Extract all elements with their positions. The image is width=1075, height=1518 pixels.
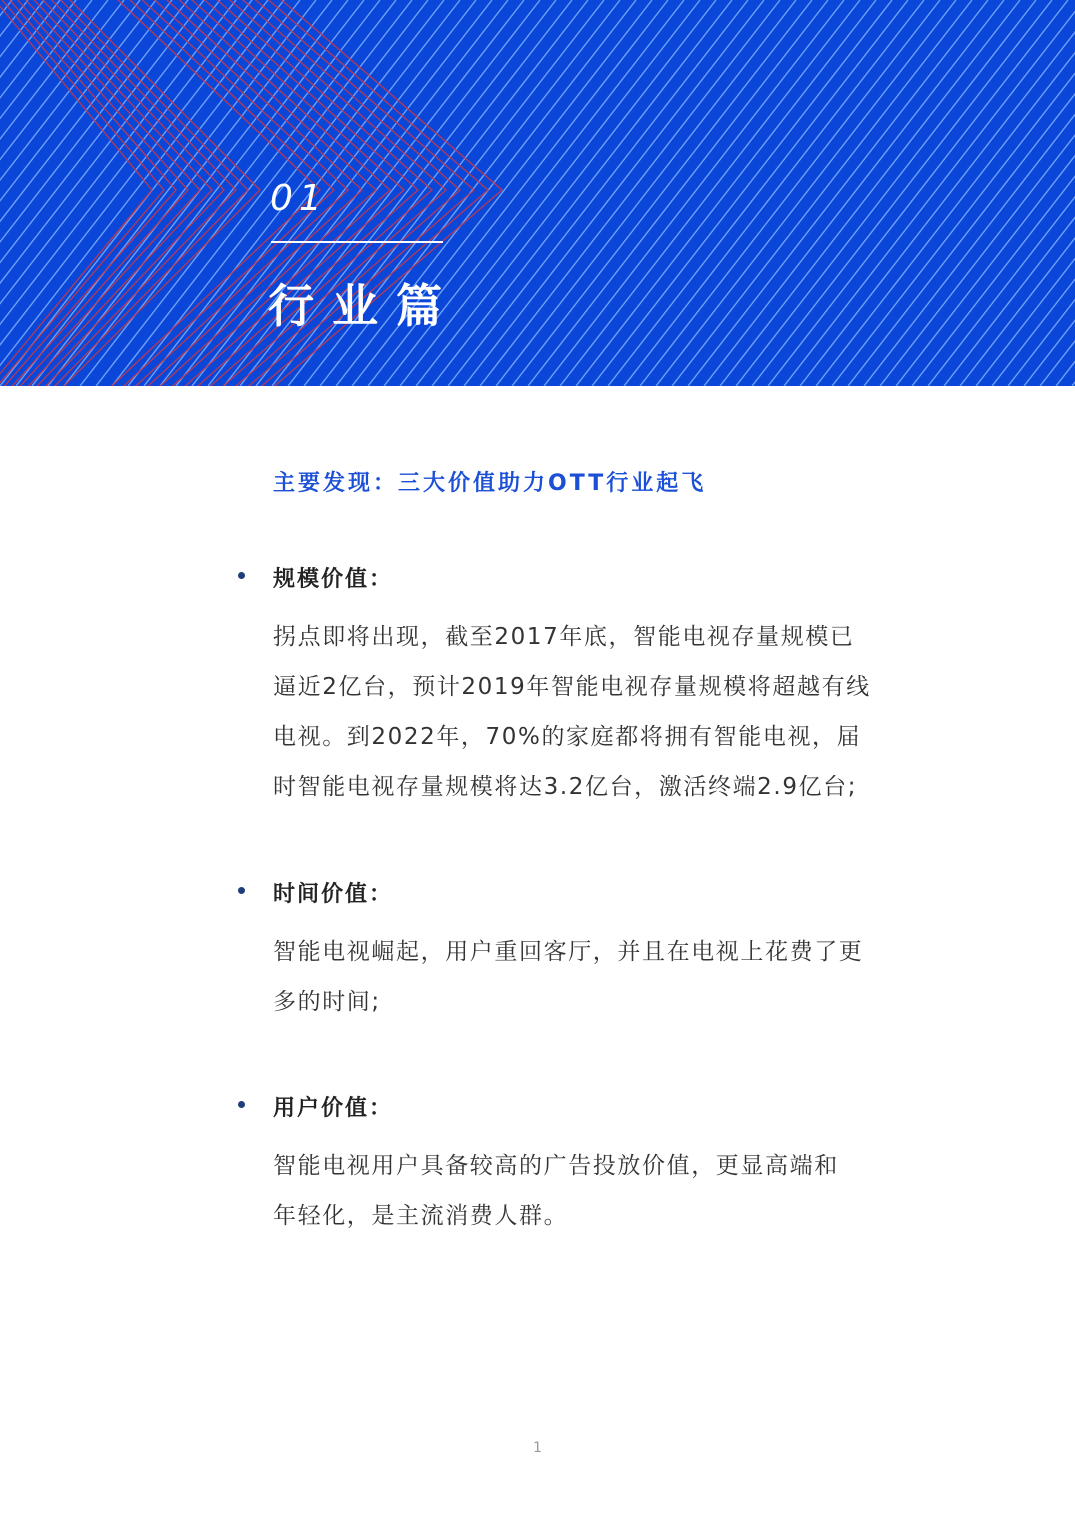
- section-scale-value: [238, 562, 888, 812]
- section-user-value: [238, 1091, 888, 1241]
- body-line: 拐点即将出现，截至2017年底，智能电视存量规模已: [273, 624, 855, 650]
- body-line: 逼近2亿台，预计2019年智能电视存量规模将超越有线: [273, 674, 871, 700]
- body-line: 智能电视崛起，用户重回客厅，并且在电视上花费了更: [273, 939, 864, 965]
- bullet-icon: [238, 572, 245, 579]
- body-line: 智能电视用户具备较高的广告投放价值，更显高端和: [273, 1153, 839, 1179]
- section-header: [238, 1091, 888, 1125]
- section-header: [238, 562, 888, 596]
- body-line: 时智能电视存量规模将达3.2亿台，激活终端2.9亿台;: [273, 774, 858, 800]
- section-header: [238, 877, 888, 911]
- diagonal-line-pattern: [0, 0, 1075, 386]
- chapter-number: 01: [270, 178, 328, 219]
- page-number: 1: [533, 1440, 542, 1456]
- body-line: 年轻化，是主流消费人群。: [273, 1203, 569, 1229]
- body-line: 电视。到2022年，70%的家庭都将拥有智能电视，届: [273, 724, 862, 750]
- section-body: [273, 927, 873, 1027]
- section-time-value: [238, 877, 888, 1027]
- header-banner: [0, 0, 1075, 386]
- chapter-divider: [271, 241, 443, 243]
- chapter-title: 行业篇: [268, 279, 460, 333]
- bullet-icon: [238, 1101, 245, 1108]
- section-body: [273, 612, 873, 812]
- section-body: [273, 1141, 873, 1241]
- section-title: 时间价值：: [273, 882, 394, 907]
- bullet-icon: [238, 887, 245, 894]
- section-title: 用户价值：: [273, 1096, 394, 1121]
- section-title: 规模价值：: [273, 567, 394, 592]
- body-line: 多的时间;: [273, 989, 381, 1015]
- page-subtitle: 主要发现：三大价值助力OTT行业起飞: [273, 471, 707, 496]
